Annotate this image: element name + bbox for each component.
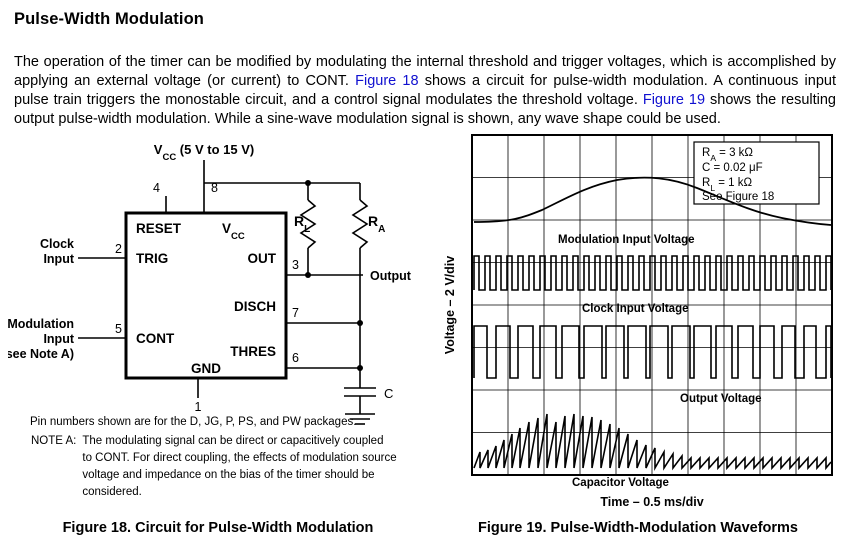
pin-label-disch: DISCH	[233, 299, 276, 314]
intro-text-part1: The operation of the timer can be modified by modulating the internal threshold and trigger voltages, which is accomplished by applying an external voltage (or current) to CONT.	[14, 53, 836, 89]
figure-18-notes	[30, 415, 420, 501]
pin-number-4: 4	[153, 181, 160, 195]
pin-number-1: 1	[194, 400, 202, 414]
pin-number-2: 2	[115, 242, 122, 256]
figure-19-caption: Figure 19. Pulse-Width-Modulation Waveforms	[478, 520, 798, 536]
note-a-line1: The modulating signal can be direct or capacitively coupled	[82, 435, 384, 447]
figure-19-link[interactable]: Figure 19	[642, 91, 706, 108]
pin-package-note: Pin numbers shown are for the D, JG, P, PS, and PW packages.	[30, 416, 357, 428]
figure-18-link[interactable]: Figure 18	[355, 72, 419, 89]
clock-input-label-line1: Clock	[39, 237, 74, 251]
label-clock-input-voltage: Clock Input Voltage	[582, 303, 689, 315]
pin-label-trig: TRIG	[136, 251, 169, 266]
y-axis-label: Voltage – 2 V/div	[443, 255, 457, 355]
figure-19-chart	[432, 130, 844, 520]
x-axis-label: Time – 0.5 ms/div	[600, 495, 704, 509]
label-output-voltage: Output Voltage	[680, 393, 762, 405]
note-a-spacer-1	[30, 450, 81, 467]
modulation-input-label-line1: Modulation	[8, 317, 74, 331]
note-a-label: NOTE A:	[31, 435, 77, 447]
label-capacitor-voltage: Capacitor Voltage	[572, 477, 669, 489]
resistor-ra-label: $R_A$	[368, 213, 386, 235]
vcc-supply-label: $V_{CC}$ (5 V to 15 V)	[153, 142, 255, 163]
note-a-line3: voltage and impedance on the bias of the timer should be	[82, 469, 375, 481]
pin-number-5: 5	[115, 322, 122, 336]
pin-number-7: 7	[292, 306, 299, 320]
note-a-line2: to CONT. For direct coupling, the effects of modulation source	[82, 452, 397, 464]
figure-19	[432, 130, 844, 540]
note-a-spacer-3	[30, 484, 81, 501]
note-a-line4: considered.	[82, 486, 142, 498]
intro-text-part2: shows a circuit for pulse-width modulation. A continuous input pulse train triggers the monostable circuit, and a control signal modulates the threshold voltage.	[14, 72, 836, 108]
waveform-chart-svg	[432, 130, 844, 520]
param-see-figure: See Figure 18	[702, 191, 775, 203]
pin-label-cont: CONT	[136, 331, 175, 346]
param-rl: $R_L = 1$ kΩ	[702, 177, 753, 193]
clock-input-label-line2: Input	[43, 252, 74, 266]
note-a-table	[30, 433, 398, 501]
pin-label-reset: RESET	[136, 221, 182, 236]
param-ra: $R_A = 3$ kΩ	[702, 147, 754, 163]
pin-number-3: 3	[292, 258, 299, 272]
pin-label-out: OUT	[247, 251, 276, 266]
pin-number-8: 8	[211, 181, 218, 195]
pin-label-thres: THRES	[230, 344, 276, 359]
output-label: Output	[370, 269, 411, 283]
page-title: Pulse-Width Modulation	[14, 10, 204, 28]
resistor-rl-label: $R_L$	[294, 213, 311, 235]
modulation-input-label-line2: Input	[43, 332, 74, 346]
pin-label-gnd: GND	[191, 361, 221, 376]
figure-18-caption: Figure 18. Circuit for Pulse-Width Modulation	[62, 520, 374, 536]
param-c: C = 0.02 μF	[702, 162, 763, 174]
capacitor-label: C	[384, 386, 394, 401]
label-modulation-input-voltage: Modulation Input Voltage	[558, 234, 695, 246]
pin-number-6: 6	[292, 351, 299, 365]
modulation-input-note-ref: (see Note A)	[8, 347, 74, 361]
pin-label-vcc: $V_{CC}$	[222, 221, 245, 242]
figure-18	[8, 130, 428, 540]
intro-paragraph	[14, 53, 836, 129]
intro-text-part3: shows the resulting output pulse-width modulation. While a sine-wave modulation signal is shown, any wave shape could be used.	[14, 91, 836, 127]
note-a-spacer-2	[30, 467, 81, 484]
